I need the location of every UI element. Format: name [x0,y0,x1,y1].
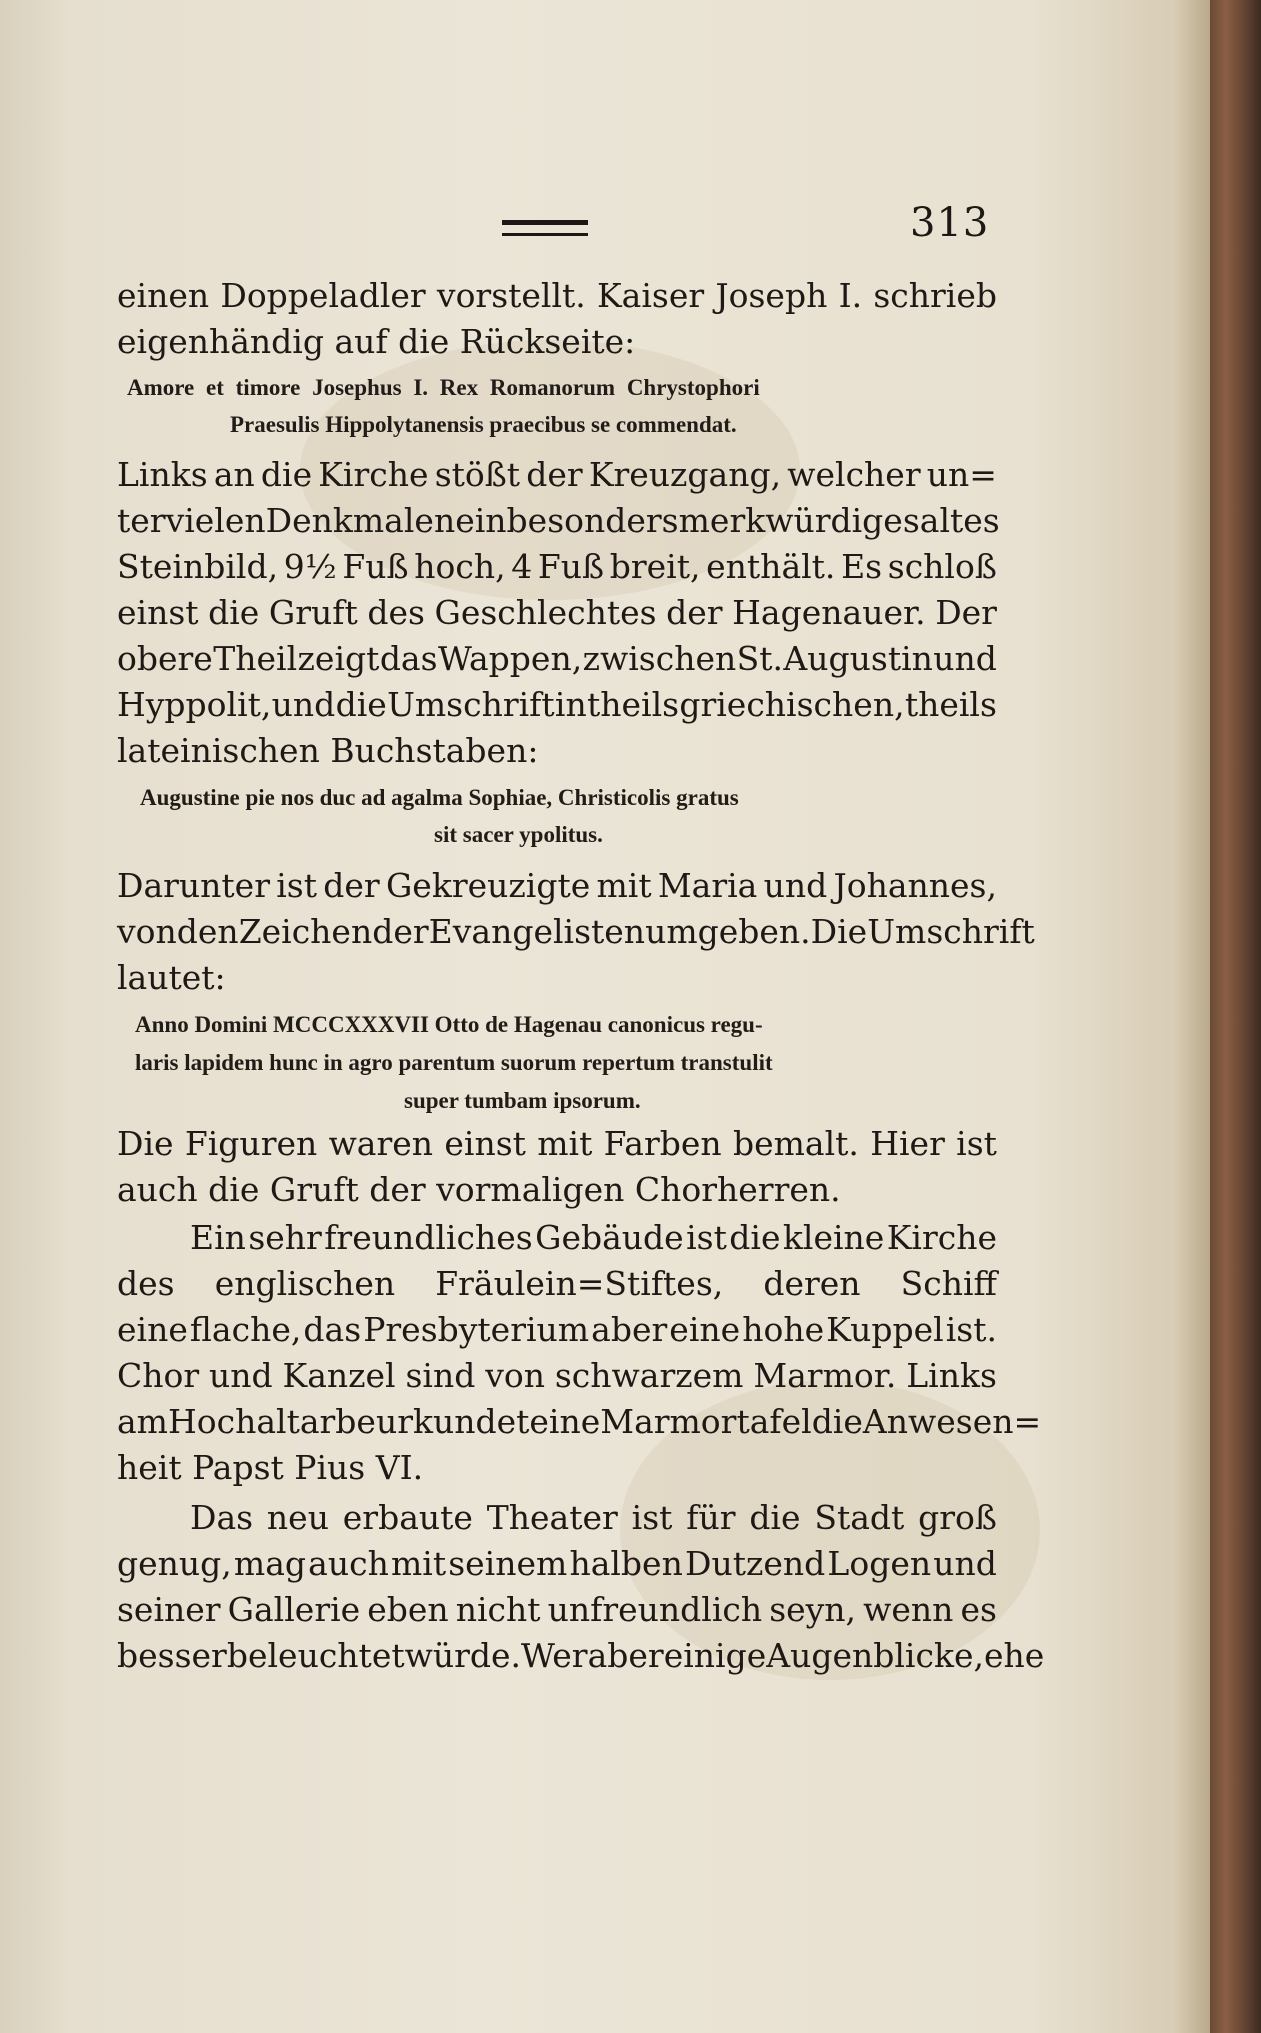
text-line: Chor und Kanzel sind von schwarzem Marmor. Links [117,1356,997,1395]
text-line: des englischen Fräulein=Stiftes, deren Schiff [117,1264,997,1303]
text-line: Das neu erbaute Theater ist für die Stadt groß [190,1498,997,1537]
header-rule [502,220,588,236]
quote-line: Amore et timore Josephus I. Rex Romanorum Chrystophori [127,375,760,400]
text-line: lautet: [117,958,226,997]
text-line: besser beleuchtet würde. Wer aber einige Augenblicke, ehe [117,1636,1045,1675]
text-line: genug, mag auch mit seinem halben Dutzend Logen und [117,1544,997,1583]
page-number: 313 [910,200,990,246]
text-line: heit Papst Pius VI. [117,1448,424,1487]
quote-line: Augustine pie nos duc ad agalma Sophiae, Christicolis gratus [140,785,739,810]
text-line: einen Doppeladler vorstellt. Kaiser Joseph I. schrieb [117,276,997,315]
quote-line: Anno Domini MCCCXXXVII Otto de Hagenau canonicus regu- [135,1012,763,1037]
book-spine [1210,0,1261,2033]
text-line: Links an die Kirche stößt der Kreuzgang, welcher un= [117,455,997,494]
text-line: seiner Gallerie eben nicht unfreundlich seyn, wenn es [117,1590,997,1629]
text-line: Steinbild, 9½ Fuß hoch, 4 Fuß breit, enthält. Es schloß [117,547,997,586]
text-line: von den Zeichen der Evangelisten umgeben. Die Umschrift [117,912,1035,951]
text-line: ter vielen Denkmalen ein besonders merkwürdiges altes [117,501,1000,540]
quote-line: laris lapidem hunc in agro parentum suorum repertum transtulit [135,1050,773,1075]
quote-line: sit sacer ypolitus. [434,822,603,847]
text-line: eine flache, das Presbyterium aber eine hohe Kuppel ist. [117,1310,997,1349]
text-line: eigenhändig auf die Rückseite: [117,322,636,361]
quote-line: Praesulis Hippolytanensis praecibus se commendat. [230,412,737,437]
text-line: Ein sehr freundliches Gebäude ist die kleine Kirche [190,1218,997,1257]
text-line: auch die Gruft der vormaligen Chorherren. [117,1170,841,1209]
text-line: am Hochaltar beurkundet eine Marmortafel die Anwesen= [117,1402,1042,1441]
text-line: lateinischen Buchstaben: [117,731,539,770]
quote-line: super tumbam ipsorum. [404,1088,641,1113]
text-line: obere Theil zeigt das Wappen, zwischen St. Augustin und [117,639,997,678]
text-line: einst die Gruft des Geschlechtes der Hagenauer. Der [117,593,997,632]
text-line: Hyppolit, und die Umschrift in theils griechischen, theils [117,685,997,724]
text-line: Darunter ist der Gekreuzigte mit Maria und Johannes, [117,866,997,905]
text-line: Die Figuren waren einst mit Farben bemalt. Hier ist [117,1124,997,1163]
